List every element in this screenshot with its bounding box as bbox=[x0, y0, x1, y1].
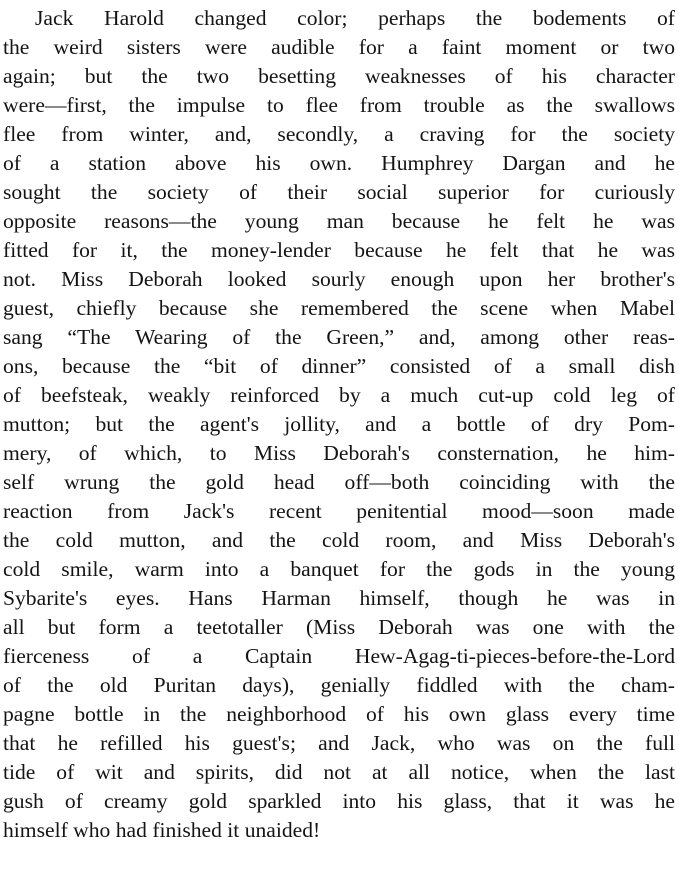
text-line-4: were—first, the impulse to flee from trouble as the swallows bbox=[3, 93, 675, 117]
text-line-14: of beefsteak, weakly reinforced by a much cut-up cold leg of bbox=[3, 383, 675, 407]
text-line-21: Sybarite's eyes. Hans Harman himself, though he was in bbox=[3, 586, 675, 610]
text-line-25: pagne bottle in the neighborhood of his own glass every time bbox=[3, 702, 675, 726]
text-line-22: all but form a teetotaller (Miss Deborah was one with the bbox=[3, 615, 675, 639]
text-line-28: gush of creamy gold sparkled into his glass, that it was he bbox=[3, 789, 675, 813]
text-line-7: sought the society of their social superior for curiously bbox=[3, 180, 675, 204]
text-line-2: the weird sisters were audible for a faint moment or two bbox=[3, 35, 675, 59]
text-line-19: the cold mutton, and the cold room, and Miss Deborah's bbox=[3, 528, 675, 552]
text-line-26: that he refilled his guest's; and Jack, who was on the full bbox=[3, 731, 675, 755]
text-line-6: of a station above his own. Humphrey Dargan and he bbox=[3, 151, 675, 175]
text-line-13: ons, because the “bit of dinner” consisted of a small dish bbox=[3, 354, 675, 378]
text-line-12: sang “The Wearing of the Green,” and, among other reas- bbox=[3, 325, 675, 349]
text-line-9: fitted for it, the money-lender because he felt that he was bbox=[3, 238, 675, 262]
text-line-16: mery, of which, to Miss Deborah's consternation, he him- bbox=[3, 441, 675, 465]
text-line-10: not. Miss Deborah looked sourly enough upon her brother's bbox=[3, 267, 675, 291]
text-line-5: flee from winter, and, secondly, a craving for the society bbox=[3, 122, 675, 146]
text-line-24: of the old Puritan days), genially fiddled with the cham- bbox=[3, 673, 675, 697]
text-line-23: fierceness of a Captain Hew-Agag-ti-pieces-before-the-Lord bbox=[3, 644, 675, 668]
text-line-17: self wrung the gold head off—both coinciding with the bbox=[3, 470, 675, 494]
text-line-1: Jack Harold changed color; perhaps the bodements of bbox=[35, 6, 675, 30]
text-line-27: tide of wit and spirits, did not at all notice, when the last bbox=[3, 760, 675, 784]
text-line-29: himself who had finished it unaided! bbox=[3, 818, 321, 842]
text-line-11: guest, chiefly because she remembered the scene when Mabel bbox=[3, 296, 675, 320]
text-line-8: opposite reasons—the young man because he felt he was bbox=[3, 209, 675, 233]
text-line-3: again; but the two besetting weaknesses of his character bbox=[3, 64, 675, 88]
text-line-15: mutton; but the agent's jollity, and a bottle of dry Pom- bbox=[3, 412, 675, 436]
text-line-20: cold smile, warm into a banquet for the gods in the young bbox=[3, 557, 675, 581]
text-line-18: reaction from Jack's recent penitential mood—soon made bbox=[3, 499, 675, 523]
